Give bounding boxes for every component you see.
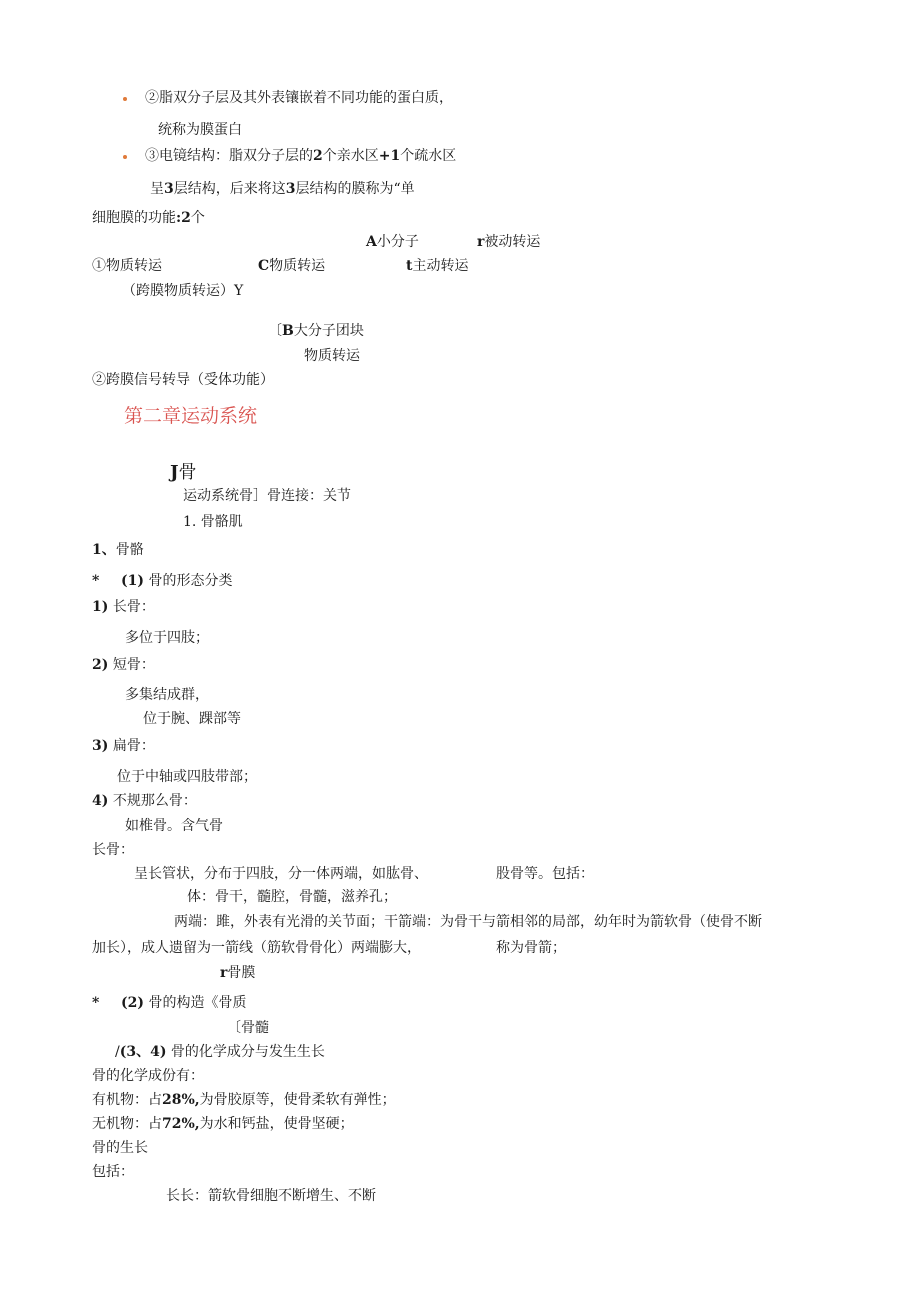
text-run: 骨膜 [227,965,256,981]
text-run: 为骨胶原等，使骨柔软有弹性； [199,1092,396,1108]
text-run: 长骨： [112,599,155,615]
text-line [477,233,540,251]
text-run: 1) [92,599,109,615]
text-line [406,257,468,275]
text-line [92,792,197,810]
text-run: 无机物：占 [92,1116,162,1132]
text-run: 被动转运 [484,234,541,250]
text-run: (1) [121,573,144,589]
text-run: 2) [92,657,109,673]
text-run: 小分子 [376,234,419,250]
text-run: 骨的化学成分与发生生长 [170,1044,325,1060]
text-line: 如椎骨。含气骨 [125,818,223,834]
text-line: 位于中轴或四肢带部； [117,769,257,785]
text-line: 1. 骨骼肌 [183,514,243,530]
text-run: 个 [190,210,205,226]
text-run: 骨的形态分类 [148,573,233,589]
text-line: 运动系统骨］骨连接：关节 [183,488,351,504]
text-run: (3、4) [119,1044,167,1060]
text-run: 扁骨： [112,738,155,754]
text-run: 骨 [178,462,197,483]
chapter-title: 第二章运动系统 [124,405,258,427]
text-line: * [92,573,100,589]
text-run: +1 [378,148,401,164]
text-line [92,737,155,755]
text-run: :2 [176,210,191,226]
text-line: 呈长管状，分布于四肢，分一体两端，如肱骨、 [134,866,428,882]
text-line [366,233,419,251]
text-run: 3 [285,181,296,197]
text-line [220,964,255,982]
text-line: 股骨等。包括： [496,866,594,882]
text-line [170,462,197,484]
text-line: 多位于四肢； [125,630,209,646]
text-run: 短骨： [112,657,155,673]
text-line: 物质转运 [304,348,360,364]
text-run: (2) [121,995,144,1011]
text-run: 有机物：占 [92,1092,162,1108]
text-line: 统称为膜蛋白 [158,122,242,138]
text-line: 骨的生长 [92,1140,148,1156]
text-line: （跨膜物质转运）Y [122,283,244,299]
text-line [258,257,325,275]
text-line: ②脂双分子层及其外表镶嵌着不同功能的蛋白质， [145,90,453,106]
text-line: 两端：雎，外表有光滑的关节面；干箭端：为骨干与箭相邻的局部，幼年时为箭软骨（使骨不断 [174,914,762,930]
text-line: * [92,995,100,1011]
text-line [121,994,246,1012]
text-run: 3 [164,181,174,197]
text-line: 位于腕、踝部等 [143,711,241,727]
text-line [115,1043,325,1061]
text-run: 物质转运 [269,258,326,274]
text-line [150,180,415,198]
text-run: 3) [92,738,109,754]
text-line: 加长），成人遗留为一箭线（筋软骨骨化）两端膨大， [92,940,421,956]
text-run: 个疏水区 [400,148,457,164]
text-line [92,598,155,616]
text-line: 长长：箭软骨细胞不断增生、不断 [166,1188,376,1204]
text-run: ③电镜结构：脂双分子层的 [145,148,313,164]
text-line: 称为骨箭； [496,940,566,956]
text-run: 主动转运 [412,258,469,274]
text-run: 1、 [92,542,116,558]
text-line [92,209,205,227]
text-run: J [170,462,179,483]
text-line: 多集结成群， [125,687,209,703]
text-line [92,1115,354,1133]
bullet-dot-1 [123,97,127,101]
bullet-dot-2 [123,155,127,159]
text-run: 〔 [268,323,282,339]
text-line: 骨的化学成份有： [92,1068,204,1084]
text-line [121,572,232,590]
text-line: 长骨： [92,842,134,858]
text-run: 28%, [162,1092,200,1108]
text-line: 体：骨干，髓腔，骨髓，滋养孔； [187,889,397,905]
text-line: ②跨膜信号转导（受体功能） [92,372,274,388]
text-run: 大分子团块 [293,323,364,339]
text-run: 层结构，后来将这 [173,181,286,197]
text-run: / [115,1044,120,1060]
text-run: A [366,234,377,250]
text-line [145,147,456,165]
text-run: t [406,258,413,274]
text-run: 骨骼 [115,542,144,558]
text-run: C [258,258,270,274]
text-line [92,656,155,674]
text-run: 2 [313,148,323,164]
text-run: 不规那么骨： [112,793,197,809]
text-run: r [477,234,485,250]
text-run: 个亲水区 [322,148,379,164]
text-run: r [220,965,228,981]
text-run: 72%, [162,1116,200,1132]
text-run: 呈 [150,181,164,197]
text-run: 骨的构造《骨质 [148,995,247,1011]
text-line [92,1091,396,1109]
text-line: ①物质转运 [92,258,162,274]
text-run: 细胞膜的功能 [92,210,176,226]
text-run: 4) [92,793,109,809]
text-run: 层结构的膜称为“单 [295,181,415,197]
text-run: B [282,323,294,339]
text-line: 包括： [92,1164,134,1180]
text-line: 〔骨髓 [227,1020,269,1036]
text-line [92,541,144,559]
text-run: 为水和钙盐，使骨坚硬； [199,1116,354,1132]
text-line [268,322,364,340]
